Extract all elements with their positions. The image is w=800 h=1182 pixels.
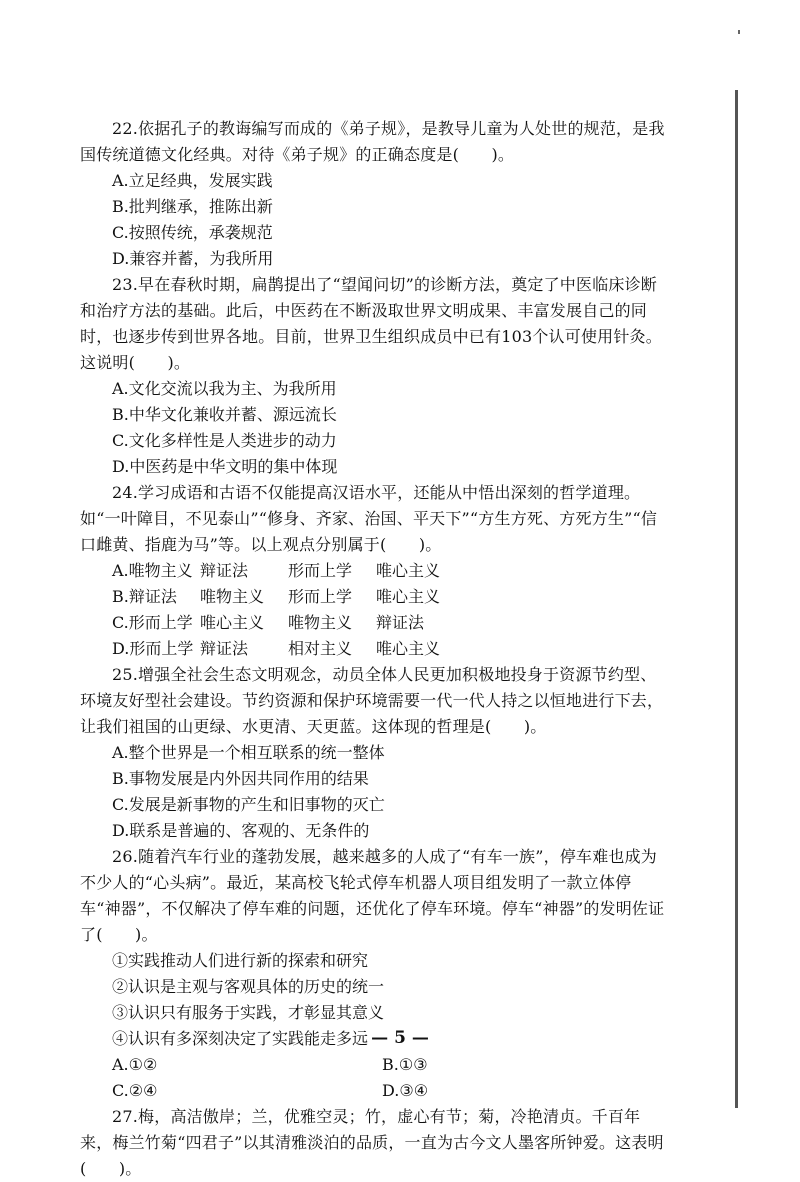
option-cell: 辩证法 [376, 613, 425, 632]
option-c [80, 610, 668, 636]
option-b: B.中华文化兼收并蓄、源远流长 [112, 405, 337, 424]
option-row-cd [80, 1078, 668, 1104]
option-a: A.文化交流以我为主、为我所用 [112, 379, 337, 398]
option-a: A.立足经典，发展实践 [112, 171, 273, 190]
option-cell: 形而上学 [288, 561, 353, 580]
option-b: B.事物发展是内外因共同作用的结果 [112, 769, 369, 788]
option-cell: B.辩证法 [112, 587, 177, 606]
statement-1: ①实践推动人们进行新的探索和研究 [112, 951, 369, 970]
option-cell: 唯心主义 [200, 613, 265, 632]
option-cell: 唯心主义 [376, 639, 441, 658]
question-23 [80, 272, 668, 480]
question-25 [80, 662, 668, 844]
option-a [80, 558, 668, 584]
exam-page [80, 116, 668, 1182]
question-24 [80, 480, 668, 662]
option-cell: A.唯物主义 [112, 561, 193, 580]
statement-2: ②认识是主观与客观具体的历史的统一 [112, 977, 385, 996]
statement-3: ③认识只有服务于实践，才彰显其意义 [112, 1003, 385, 1022]
question-stem: 25.增强全社会生态文明观念，动员全体人民更加积极地投身于资源节约型、环境友好型社会建设。节约资源和保护环境需要一代一代人持之以恒地进行下去，让我们祖国的山更绿、水更清、天更蓝。这体现的哲理是( )。 [80, 665, 664, 736]
question-stem: 24.学习成语和古语不仅能提高汉语水平，还能从中悟出深刻的哲学道理。如“一叶障目，不见泰山”“修身、齐家、治国、平天下”“方生方死、方死方生”“信口雌黄、指鹿为马”等。以上观点分别属于( )。 [80, 483, 658, 554]
scan-mark [738, 30, 740, 34]
option-cell: 辩证法 [200, 561, 249, 580]
option-cell: 形而上学 [288, 587, 353, 606]
option-c: C.②④ [112, 1081, 158, 1100]
option-d: D.③④ [382, 1081, 429, 1100]
option-row-ab [80, 1052, 668, 1078]
option-d: D.中医药是中华文明的集中体现 [112, 457, 338, 476]
option-cell: 唯心主义 [376, 587, 441, 606]
option-c: C.文化多样性是人类进步的动力 [112, 431, 337, 450]
option-c: C.按照传统，承袭规范 [112, 223, 273, 242]
option-a: A.整个世界是一个相互联系的统一整体 [112, 743, 385, 762]
option-cell: 唯物主义 [200, 587, 265, 606]
question-22 [80, 116, 668, 272]
question-stem: 22.依据孔子的教诲编写而成的《弟子规》，是教导儿童为人处世的规范，是我国传统道德文化经典。对待《弟子规》的正确态度是( )。 [80, 119, 665, 164]
question-26 [80, 844, 668, 1104]
option-cell: C.形而上学 [112, 613, 193, 632]
option-cell: D.形而上学 [112, 639, 194, 658]
option-a: A.①② [112, 1055, 158, 1074]
option-b: B.①③ [382, 1055, 428, 1074]
statement-4: ④认识有多深刻决定了实践能走多远 [112, 1029, 369, 1048]
question-stem: 26.随着汽车行业的蓬勃发展，越来越多的人成了“有车一族”，停车难也成为不少人的“心头病”。最近，某高校飞轮式停车机器人项目组发明了一款立体停车“神器”，不仅解决了停车难的问题，还优化了停车环境。停车“神器”的发明佐证了( )。 [80, 847, 665, 944]
page-number: — 5 — [371, 1028, 429, 1048]
option-d: D.联系是普遍的、客观的、无条件的 [112, 821, 370, 840]
option-d: D.兼容并蓄，为我所用 [112, 249, 274, 268]
option-cell: 唯物主义 [288, 613, 353, 632]
option-c: C.发展是新事物的产生和旧事物的灭亡 [112, 795, 385, 814]
question-stem: 27.梅，高洁傲岸；兰，优雅空灵；竹，虚心有节；菊，冷艳清贞。千百年来，梅兰竹菊“四君子”以其清雅淡泊的品质，一直为古今文人墨客所钟爱。这表明( )。 [80, 1107, 664, 1178]
option-b: B.批判继承，推陈出新 [112, 197, 273, 216]
option-cell: 相对主义 [288, 639, 353, 658]
option-d [80, 636, 668, 662]
option-b [80, 584, 668, 610]
option-cell: 辩证法 [200, 639, 249, 658]
question-27 [80, 1104, 668, 1182]
question-stem: 23.早在春秋时期，扁鹊提出了“望闻问切”的诊断方法，奠定了中医临床诊断和治疗方法的基础。此后，中医药在不断汲取世界文明成果、丰富发展自己的同时，也逐步传到世界各地。目前，世界卫生组织成员中已有103个认可使用针灸。这说明( )。 [80, 275, 662, 372]
option-cell: 唯心主义 [376, 561, 441, 580]
scan-edge-line [735, 90, 738, 1108]
